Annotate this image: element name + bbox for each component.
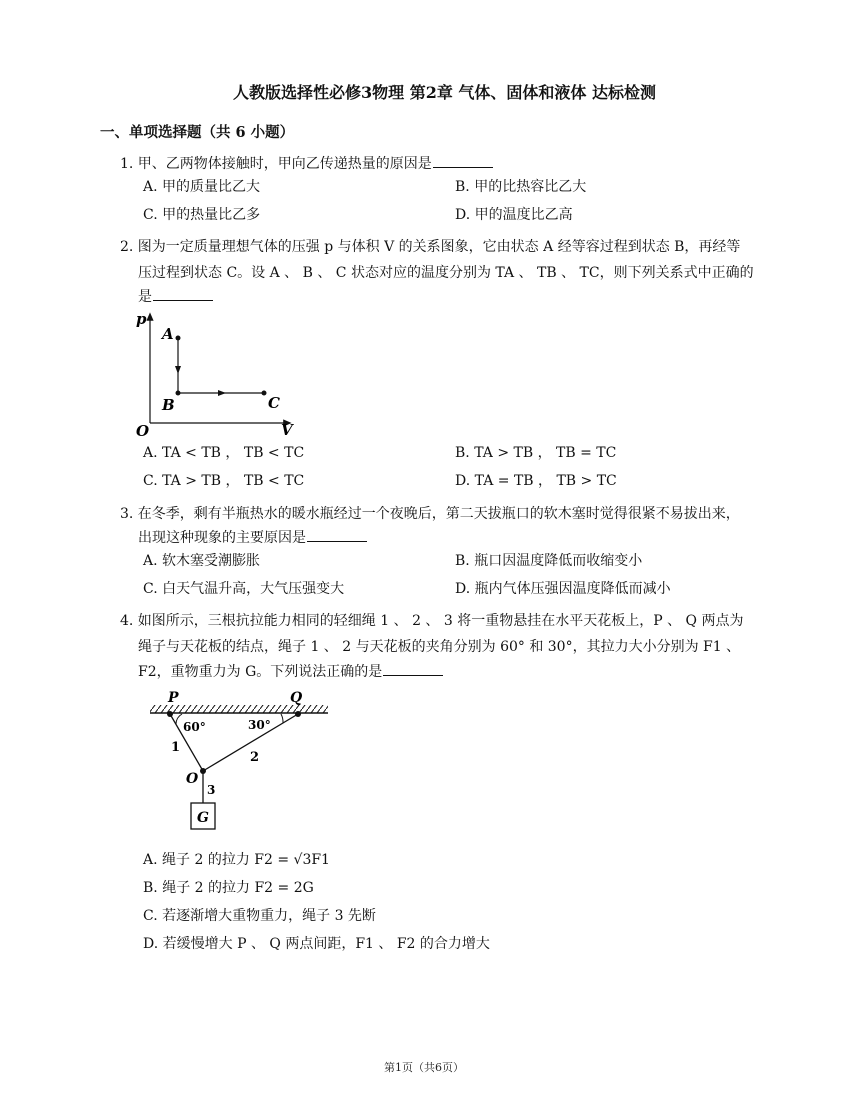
p-axis-label: p <box>136 310 147 328</box>
q3-option-d: D. 瓶内气体压强因温度降低而减小 <box>455 581 671 597</box>
angle-60-arc <box>176 714 182 724</box>
q3-stem-line2: 出现这种现象的主要原因是 <box>138 527 367 548</box>
q2-stem-line3: 是 <box>138 286 213 307</box>
q4-option-b: B. 绳子 2 的拉力 F2 = 2G <box>143 880 314 896</box>
angle-30-arc <box>281 714 283 723</box>
rope-diagram <box>140 685 340 835</box>
arrow-down-icon <box>175 366 181 374</box>
answer-blank <box>307 527 367 542</box>
label-a: A <box>162 325 174 343</box>
answer-blank <box>433 153 493 168</box>
answer-blank <box>153 286 213 301</box>
point-a <box>176 336 181 341</box>
point-b <box>176 391 181 396</box>
label-rope-2: 2 <box>250 750 260 765</box>
label-rope-1: 1 <box>171 740 181 755</box>
answer-blank <box>383 661 443 676</box>
section-heading: 一、单项选择题（共 6 小题） <box>100 124 295 141</box>
q1-option-b: B. 甲的比热容比乙大 <box>455 179 587 195</box>
q1-stem: 1. 甲、乙两物体接触时，甲向乙传递热量的原因是 <box>120 153 493 174</box>
q3-option-a: A. 软木塞受潮膨胀 <box>143 553 261 569</box>
label-b: B <box>162 396 175 414</box>
q4-stem-line3: F2，重物重力为 G。下列说法正确的是 <box>138 661 443 682</box>
q3-option-c: C. 白天气温升高，大气压强变大 <box>143 581 345 597</box>
point-q <box>295 711 301 717</box>
q2-option-c: C. TA > TB ， TB < TC <box>143 473 305 489</box>
origin-label: O <box>136 422 150 440</box>
q4-option-c: C. 若逐渐增大重物重力，绳子 3 先断 <box>143 908 376 924</box>
q1-option-a: A. 甲的质量比乙大 <box>143 179 261 195</box>
q4-option-a: A. 绳子 2 的拉力 F2 = √3F1 <box>143 852 330 868</box>
label-g: G <box>197 810 209 826</box>
label-q: Q <box>290 690 303 706</box>
label-30: 30° <box>248 718 271 732</box>
q4-option-d: D. 若缓慢增大 P 、 Q 两点间距，F1 、 F2 的合力增大 <box>143 936 490 952</box>
q2-option-a: A. TA < TB ， TB < TC <box>143 445 305 461</box>
page-title: 人教版选择性必修3物理 第2章 气体、固体和液体 达标检测 <box>233 83 656 102</box>
label-60: 60° <box>183 720 206 734</box>
q2-stem-line2: 压过程到状态 C。设 A 、 B 、 C 状态对应的温度分别为 TA 、 TB 、 TC，则下列关系式中正确的 <box>138 265 754 281</box>
pv-diagram <box>130 308 300 440</box>
q2-option-b: B. TA > TB ， TB = TC <box>455 445 617 461</box>
label-o: O <box>186 771 199 787</box>
point-o <box>200 768 206 774</box>
q1-option-d: D. 甲的温度比乙高 <box>455 207 573 223</box>
q3-option-b: B. 瓶口因温度降低而收缩变小 <box>455 553 643 569</box>
ceiling-hatch <box>150 705 328 713</box>
label-c: C <box>268 394 280 412</box>
q4-stem-line2: 绳子与天花板的结点，绳子 1 、 2 与天花板的夹角分别为 60° 和 30°，其拉力大小分别为 F1 、 <box>138 639 741 655</box>
arrow-right-icon <box>218 390 226 396</box>
q4-stem-line1: 4. 如图所示，三根抗拉能力相同的轻细绳 1 、 2 、 3 将一重物悬挂在水平天花板上，P 、 Q 两点为 <box>120 613 744 629</box>
point-c <box>262 391 267 396</box>
q2-option-d: D. TA = TB ， TB > TC <box>455 473 617 489</box>
q2-stem-line1: 2. 图为一定质量理想气体的压强 p 与体积 V 的关系图象，它由状态 A 经等容过程到状态 B，再经等 <box>120 239 741 255</box>
q3-stem-line1: 3. 在冬季，剩有半瓶热水的暖水瓶经过一个夜晚后，第二天拔瓶口的软木塞时觉得很紧不易拔出来， <box>120 506 740 522</box>
q1-option-c: C. 甲的热量比乙多 <box>143 207 261 223</box>
point-p <box>167 711 173 717</box>
page-footer: 第1页（共6页） <box>384 1061 464 1074</box>
v-axis-label: V <box>281 421 293 439</box>
label-p: P <box>168 690 179 706</box>
label-rope-3: 3 <box>207 783 216 797</box>
